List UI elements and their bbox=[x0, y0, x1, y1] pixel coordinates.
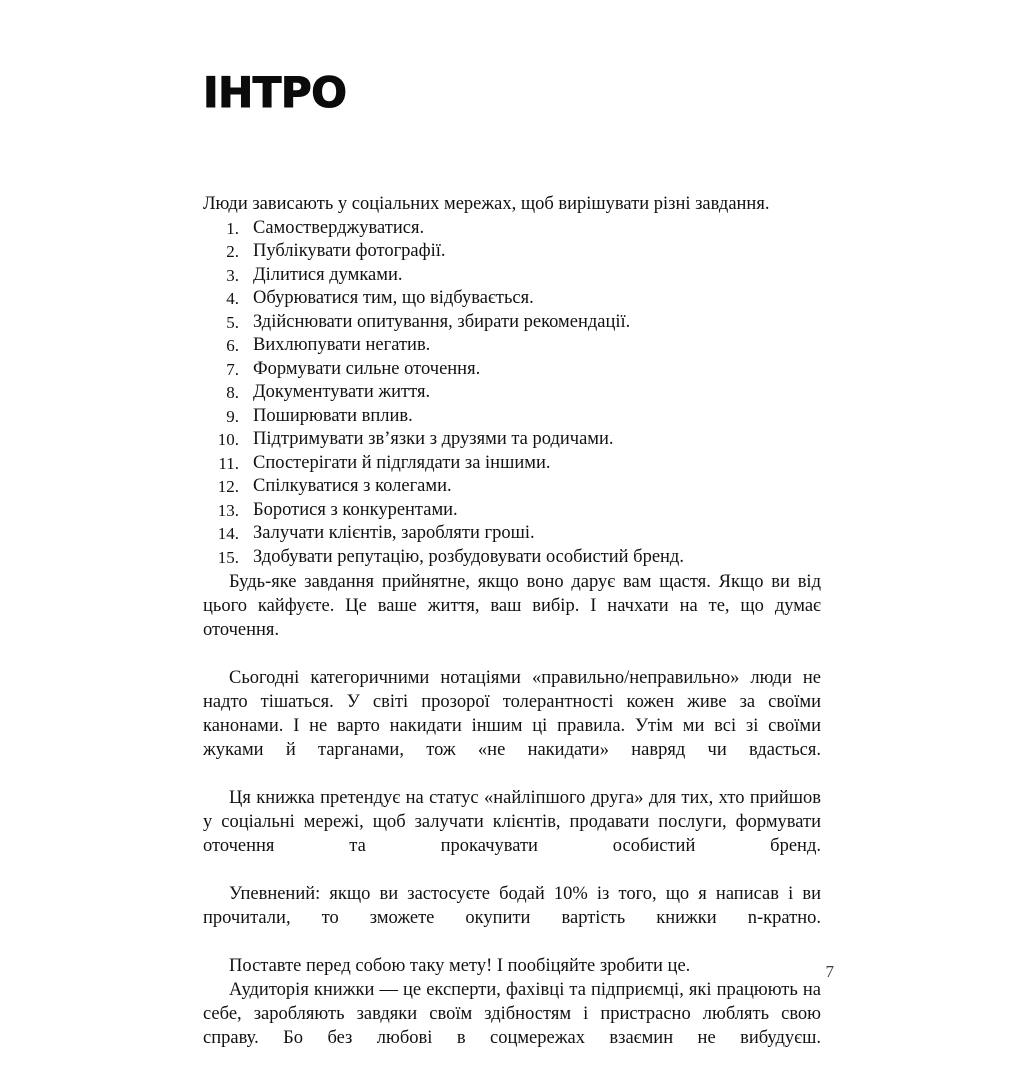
list-item bbox=[203, 428, 821, 452]
list-item bbox=[203, 240, 821, 264]
list-item-number: 3. bbox=[226, 265, 239, 285]
lead-paragraph: Люди зависають у соціальних мережах, щоб вирішувати різні завдання. bbox=[203, 194, 770, 214]
list-item bbox=[203, 452, 821, 476]
list-item-text: Спілкуватися з колегами. bbox=[253, 476, 452, 496]
list-item-text: Залучати клієнтів, заробляти гроші. bbox=[253, 523, 535, 543]
list-item bbox=[203, 499, 821, 523]
list-item bbox=[203, 381, 821, 405]
body-paragraph: Ця книжка претендує на статус «найліпшого друга» для тих, хто прийшов у соціальні мережі, щоб залучати клієнтів, продавати послуги, формувати оточення та прокачувати особистий бренд. bbox=[203, 788, 821, 856]
list-item-text: Здобувати репутацію, розбудовувати особистий бренд. bbox=[253, 546, 684, 567]
list-item-number: 15. bbox=[217, 547, 239, 567]
list-item bbox=[203, 522, 821, 546]
list-item-text: Документувати життя. bbox=[253, 382, 431, 402]
list-item-number: 13. bbox=[217, 500, 239, 520]
list-item-number: 6. bbox=[226, 336, 239, 355]
body-paragraph: Аудиторія книжки — це експерти, фахівці та підприємці, які працюють на себе, заробляють завдяки своїм здібностям і пристрасно люблять свою справу. Бо без любові в соцмережах взаємин не вибудуєш. bbox=[203, 980, 821, 1048]
list-item-number: 14. bbox=[217, 524, 239, 543]
list-item-text: Спостерігати й підглядати за іншими. bbox=[253, 452, 551, 473]
list-item-number: 4. bbox=[226, 289, 239, 308]
list-item bbox=[203, 475, 821, 499]
list-item-number: 2. bbox=[226, 242, 239, 261]
list-item-text: Вихлюпувати негатив. bbox=[253, 335, 431, 355]
body-paragraph: Поставте перед собою таку мету! І пообіцяйте зробити це. bbox=[229, 956, 691, 976]
list-item-text: Ділитися думками. bbox=[253, 264, 403, 285]
list-item-text: Обурюватися тим, що відбувається. bbox=[253, 288, 534, 308]
body-paragraph: Будь-яке завдання прийнятне, якщо воно дарує вам щастя. Якщо ви від цього кайфуєте. Це ваше життя, ваш вибір. І начхати на те, що думає оточення. bbox=[203, 572, 821, 640]
body-paragraph: Упевнений: якщо ви застосуєте бодай 10% із того, що я написав і ви прочитали, то зможете окупити вартість книжки n-кратно. bbox=[203, 884, 821, 928]
list-item-number: 7. bbox=[226, 359, 239, 379]
list-item-text: Самостверджуватися. bbox=[253, 217, 425, 238]
list-item bbox=[203, 358, 821, 382]
task-list bbox=[203, 217, 821, 570]
list-item bbox=[203, 405, 821, 429]
list-item bbox=[203, 546, 821, 570]
body-paragraph: Сьогодні категоричними нотаціями «правильно/неправильно» люди не надто тішаться. У світі прозорої толерантності кожен живе за своїми канонами. І не варто накидати іншим ці правила. Утім ми всі зі своїми жуками й тарганами, тож «не накидати» навряд чи вдасться. bbox=[203, 668, 821, 760]
list-item-number: 8. bbox=[226, 383, 239, 402]
list-item-text: Поширювати вплив. bbox=[253, 405, 413, 426]
page-number: 7 bbox=[825, 962, 834, 981]
list-item-text: Підтримувати зв’язки з друзями та родичами. bbox=[253, 429, 614, 449]
list-item-number: 1. bbox=[226, 218, 239, 238]
list-item-text: Боротися з конкурентами. bbox=[253, 499, 458, 520]
list-item-text: Здійснювати опитування, збирати рекомендації. bbox=[253, 311, 631, 332]
list-item-number: 12. bbox=[217, 477, 239, 496]
list-item-text: Публікувати фотографії. bbox=[253, 241, 446, 261]
chapter-title: ІНТРО bbox=[203, 68, 347, 117]
list-item-number: 5. bbox=[226, 312, 239, 332]
body-text-block bbox=[203, 193, 821, 1074]
list-item-number: 10. bbox=[217, 430, 239, 449]
list-item bbox=[203, 264, 821, 288]
list-item bbox=[203, 334, 821, 358]
list-item-text: Формувати сильне оточення. bbox=[253, 358, 481, 379]
list-item-number: 9. bbox=[226, 406, 239, 426]
list-item-number: 11. bbox=[218, 453, 239, 473]
list-item bbox=[203, 311, 821, 335]
list-item bbox=[203, 287, 821, 311]
list-item bbox=[203, 217, 821, 241]
